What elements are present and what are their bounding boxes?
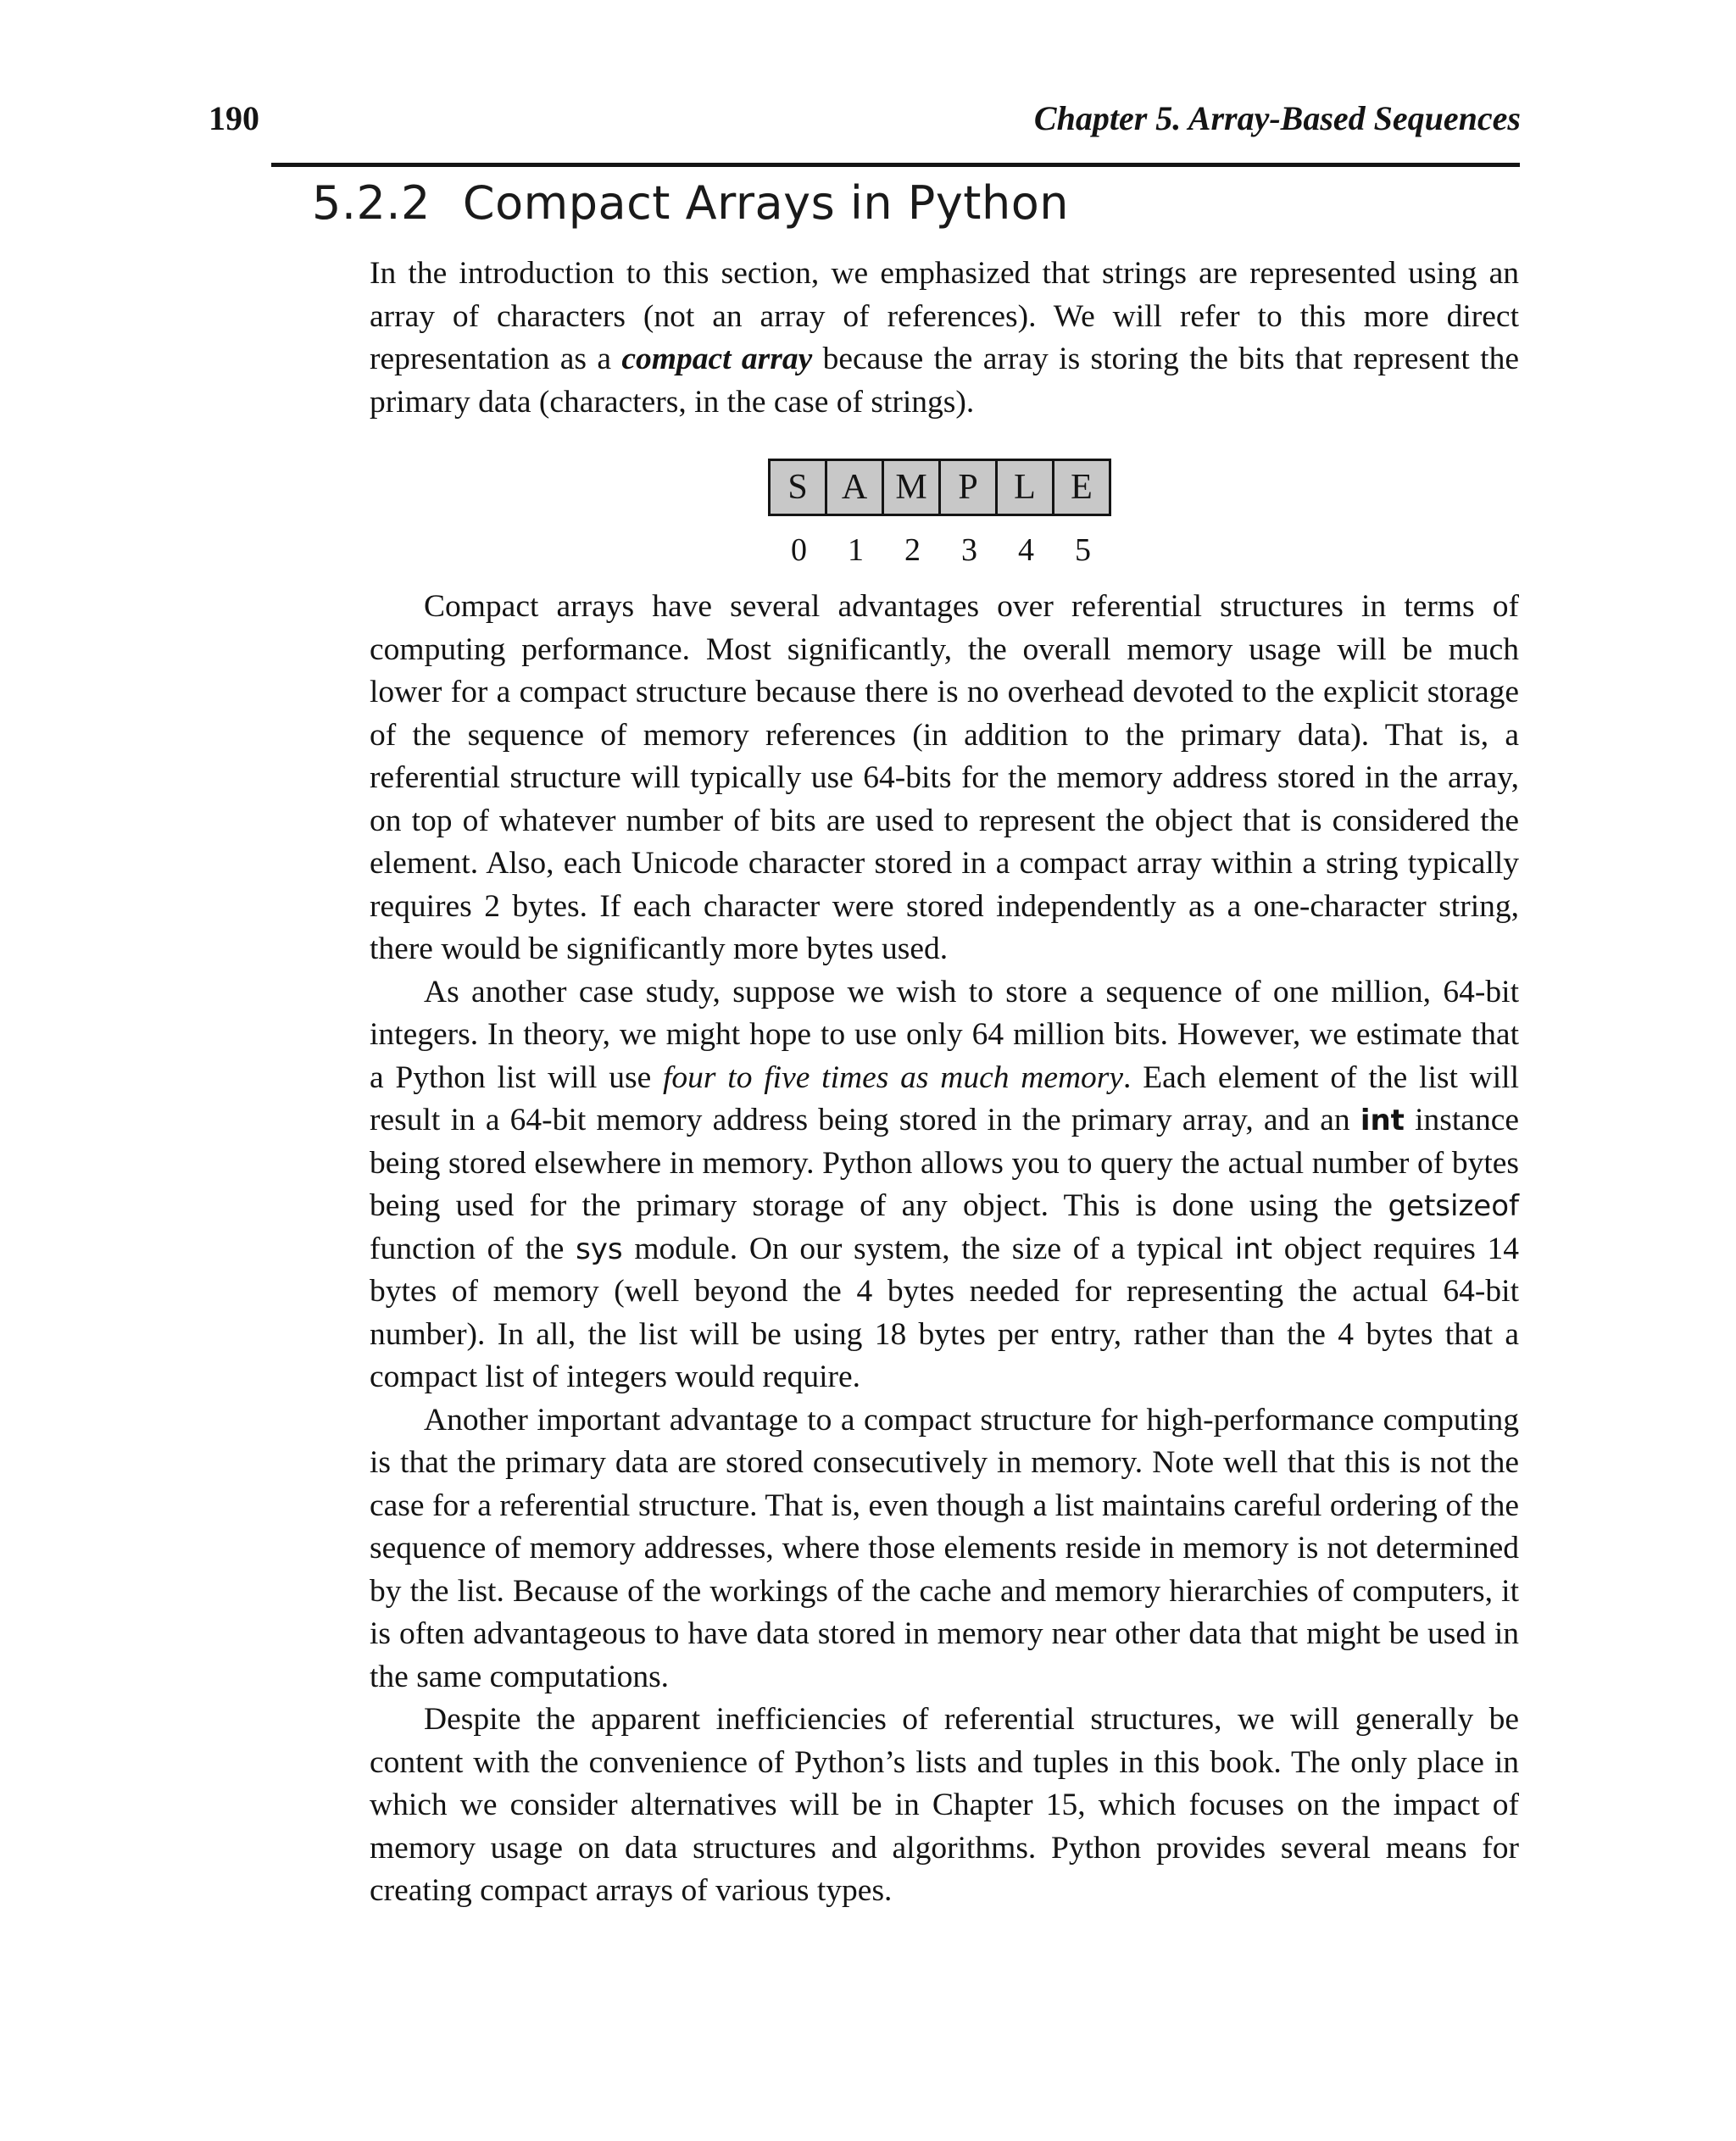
- array-cell: M: [884, 461, 941, 514]
- intro-text-a: In the introduction to this section, we emphasized that strings are represented using an array of characters (not an array of references). We will refer to this more direct representation as a: [370, 256, 1519, 376]
- array-index: 4: [1018, 532, 1034, 568]
- code-int-bold: int: [1360, 1104, 1405, 1137]
- array-indices: [768, 531, 1111, 569]
- section-number: 5.2.2: [312, 176, 431, 230]
- code-getsizeof: getsizeof: [1388, 1189, 1519, 1223]
- header-rule: [271, 163, 1520, 167]
- section-heading: [312, 176, 1069, 230]
- case-study-text-a: As another case study, suppose we wish to store a sequence of one million, 64-bit integers. In theory, we might hope to use only 64 million bits. However, we estimate that a Python list will use: [370, 974, 1519, 1095]
- code-int: int: [1234, 1232, 1273, 1266]
- array-cell: L: [998, 461, 1054, 514]
- array-cell: E: [1054, 461, 1111, 514]
- array-cell: S: [771, 461, 827, 514]
- case-study-text-b: . Each element of the list will result in a 64-bit memory address being stored in the primary array, and an: [370, 1059, 1519, 1137]
- array-index: 1: [848, 532, 864, 568]
- main-body: [370, 586, 1519, 1913]
- array-index: 5: [1075, 532, 1091, 568]
- array-index: 0: [791, 532, 807, 568]
- sample-array-figure: [768, 459, 1111, 569]
- paragraph-advantages: Compact arrays have several advantages over referential structures in terms of computing performance. Most significantly, the overall memory usage will be much lower for a compact structure because there is no overhead devoted to the explicit storage of the sequence of memory references (in addition to the primary data). That is, a referential structure will typically use 64-bits for the memory address stored in the array, on top of whatever number of bits are used to represent the object that is considered the element. Also, each Unicode character stored in a compact array within a string typically requires 2 bytes. If each character were stored independently as a one-character string, there would be significantly more bytes used.: [370, 589, 1519, 966]
- code-sys: sys: [576, 1232, 623, 1266]
- case-study-text-d: function of the: [370, 1231, 576, 1266]
- paragraph-conclusion: Despite the apparent inefficiencies of referential structures, we will generally be content with the convenience of Python’s lists and tuples in this book. The only place in which we consider alternatives will be in Chapter 15, which focuses on the impact of memory usage on data structures and algorithms. Python provides several means for creating compact arrays of various types.: [370, 1702, 1519, 1908]
- case-study-text-c: instance being stored elsewhere in memory. Python allows you to query the actual number of bytes being used for the primary storage of any object. This is done using the: [370, 1103, 1519, 1223]
- page-header: [209, 98, 1521, 159]
- array-cells: [768, 459, 1111, 516]
- intro-paragraph: [370, 253, 1519, 424]
- case-study-text-e: module. On our system, the size of a typical: [622, 1231, 1235, 1266]
- paragraph-case-study: [370, 971, 1519, 1399]
- term-compact-array: compact array: [621, 342, 813, 376]
- array-index: 2: [904, 532, 921, 568]
- array-cell: A: [827, 461, 884, 514]
- running-title: Chapter 5. Array-Based Sequences: [1033, 99, 1521, 137]
- case-study-text-f: object requires 14 bytes of memory (well beyond the 4 bytes needed for representing the actual 64-bit number). In all, the list will be using 18 bytes per entry, rather than the 4 bytes that a compact list of integers would require.: [370, 1231, 1519, 1394]
- page-number: 190: [209, 99, 259, 137]
- paragraph-locality: Another important advantage to a compact structure for high-performance computing is that the primary data are stored consecutively in memory. Note well that this is not the case for a referential structure. That is, even though a list maintains careful ordering of the sequence of memory addresses, where those elements reside in memory is not determined by the list. Because of the workings of the cache and memory hierarchies of computers, it is often advantageous to have data stored in memory near other data that might be used in the same computations.: [370, 1402, 1519, 1694]
- intro-text-b: because the array is storing the bits that represent the primary data (characters, in the case of strings).: [370, 342, 1519, 420]
- array-cell: P: [941, 461, 998, 514]
- section-title: Compact Arrays in Python: [462, 176, 1069, 230]
- emphasis-memory: four to five times as much memory: [663, 1059, 1124, 1095]
- array-index: 3: [961, 532, 977, 568]
